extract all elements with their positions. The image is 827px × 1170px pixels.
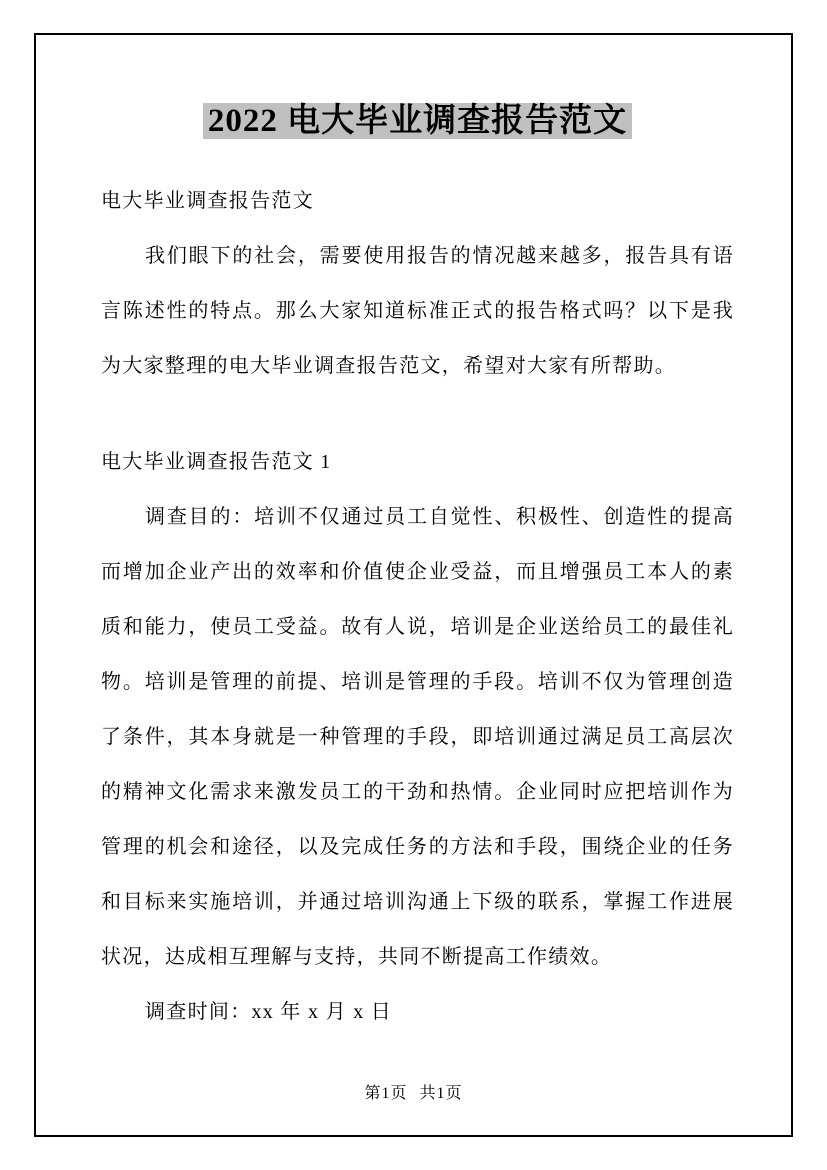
page-footer [36,1080,791,1103]
paragraph-survey-purpose: 调查目的：培训不仅通过员工自觉性、积极性、创造性的提高而增加企业产出的效率和价值使企业受益，而且增强员工本人的素质和能力，使员工受益。故有人说，培训是企业送给员工的最佳礼物。培训是管理的前提、培训是管理的手段。培训不仅为管理创造了条件，其本身就是一种管理的手段，即培训通过满足员工高层次的精神文化需求来激发员工的干劲和热情。企业同时应把培训作为管理的机会和途径，以及完成任务的方法和手段，围绕企业的任务和目标来实施培训，并通过培训沟通上下级的联系，掌握工作进展状况，达成相互理解与支持，共同不断提高工作绩效。 [101,506,734,968]
document-title [101,99,734,143]
paragraph-survey-time: 调查时间：xx 年 x 月 x 日 [145,1001,393,1023]
section-heading: 电大毕业调查报告范文 1 [101,451,332,473]
document-title-highlight: 2022 电大毕业调查报告范文 [203,103,632,139]
document-page [34,33,793,1137]
footer-total-pages: 共1页 [419,1085,463,1102]
document-content [36,99,791,1040]
paragraph-intro: 我们眼下的社会，需要使用报告的情况越来越多，报告具有语言陈述性的特点。那么大家知道标准正式的报告格式吗？以下是我为大家整理的电大毕业调查报告范文，希望对大家有所帮助。 [101,245,734,377]
footer-current-page: 第1页 [364,1085,408,1102]
document-body [101,174,734,1040]
paragraph-subtitle: 电大毕业调查报告范文 [101,190,314,212]
